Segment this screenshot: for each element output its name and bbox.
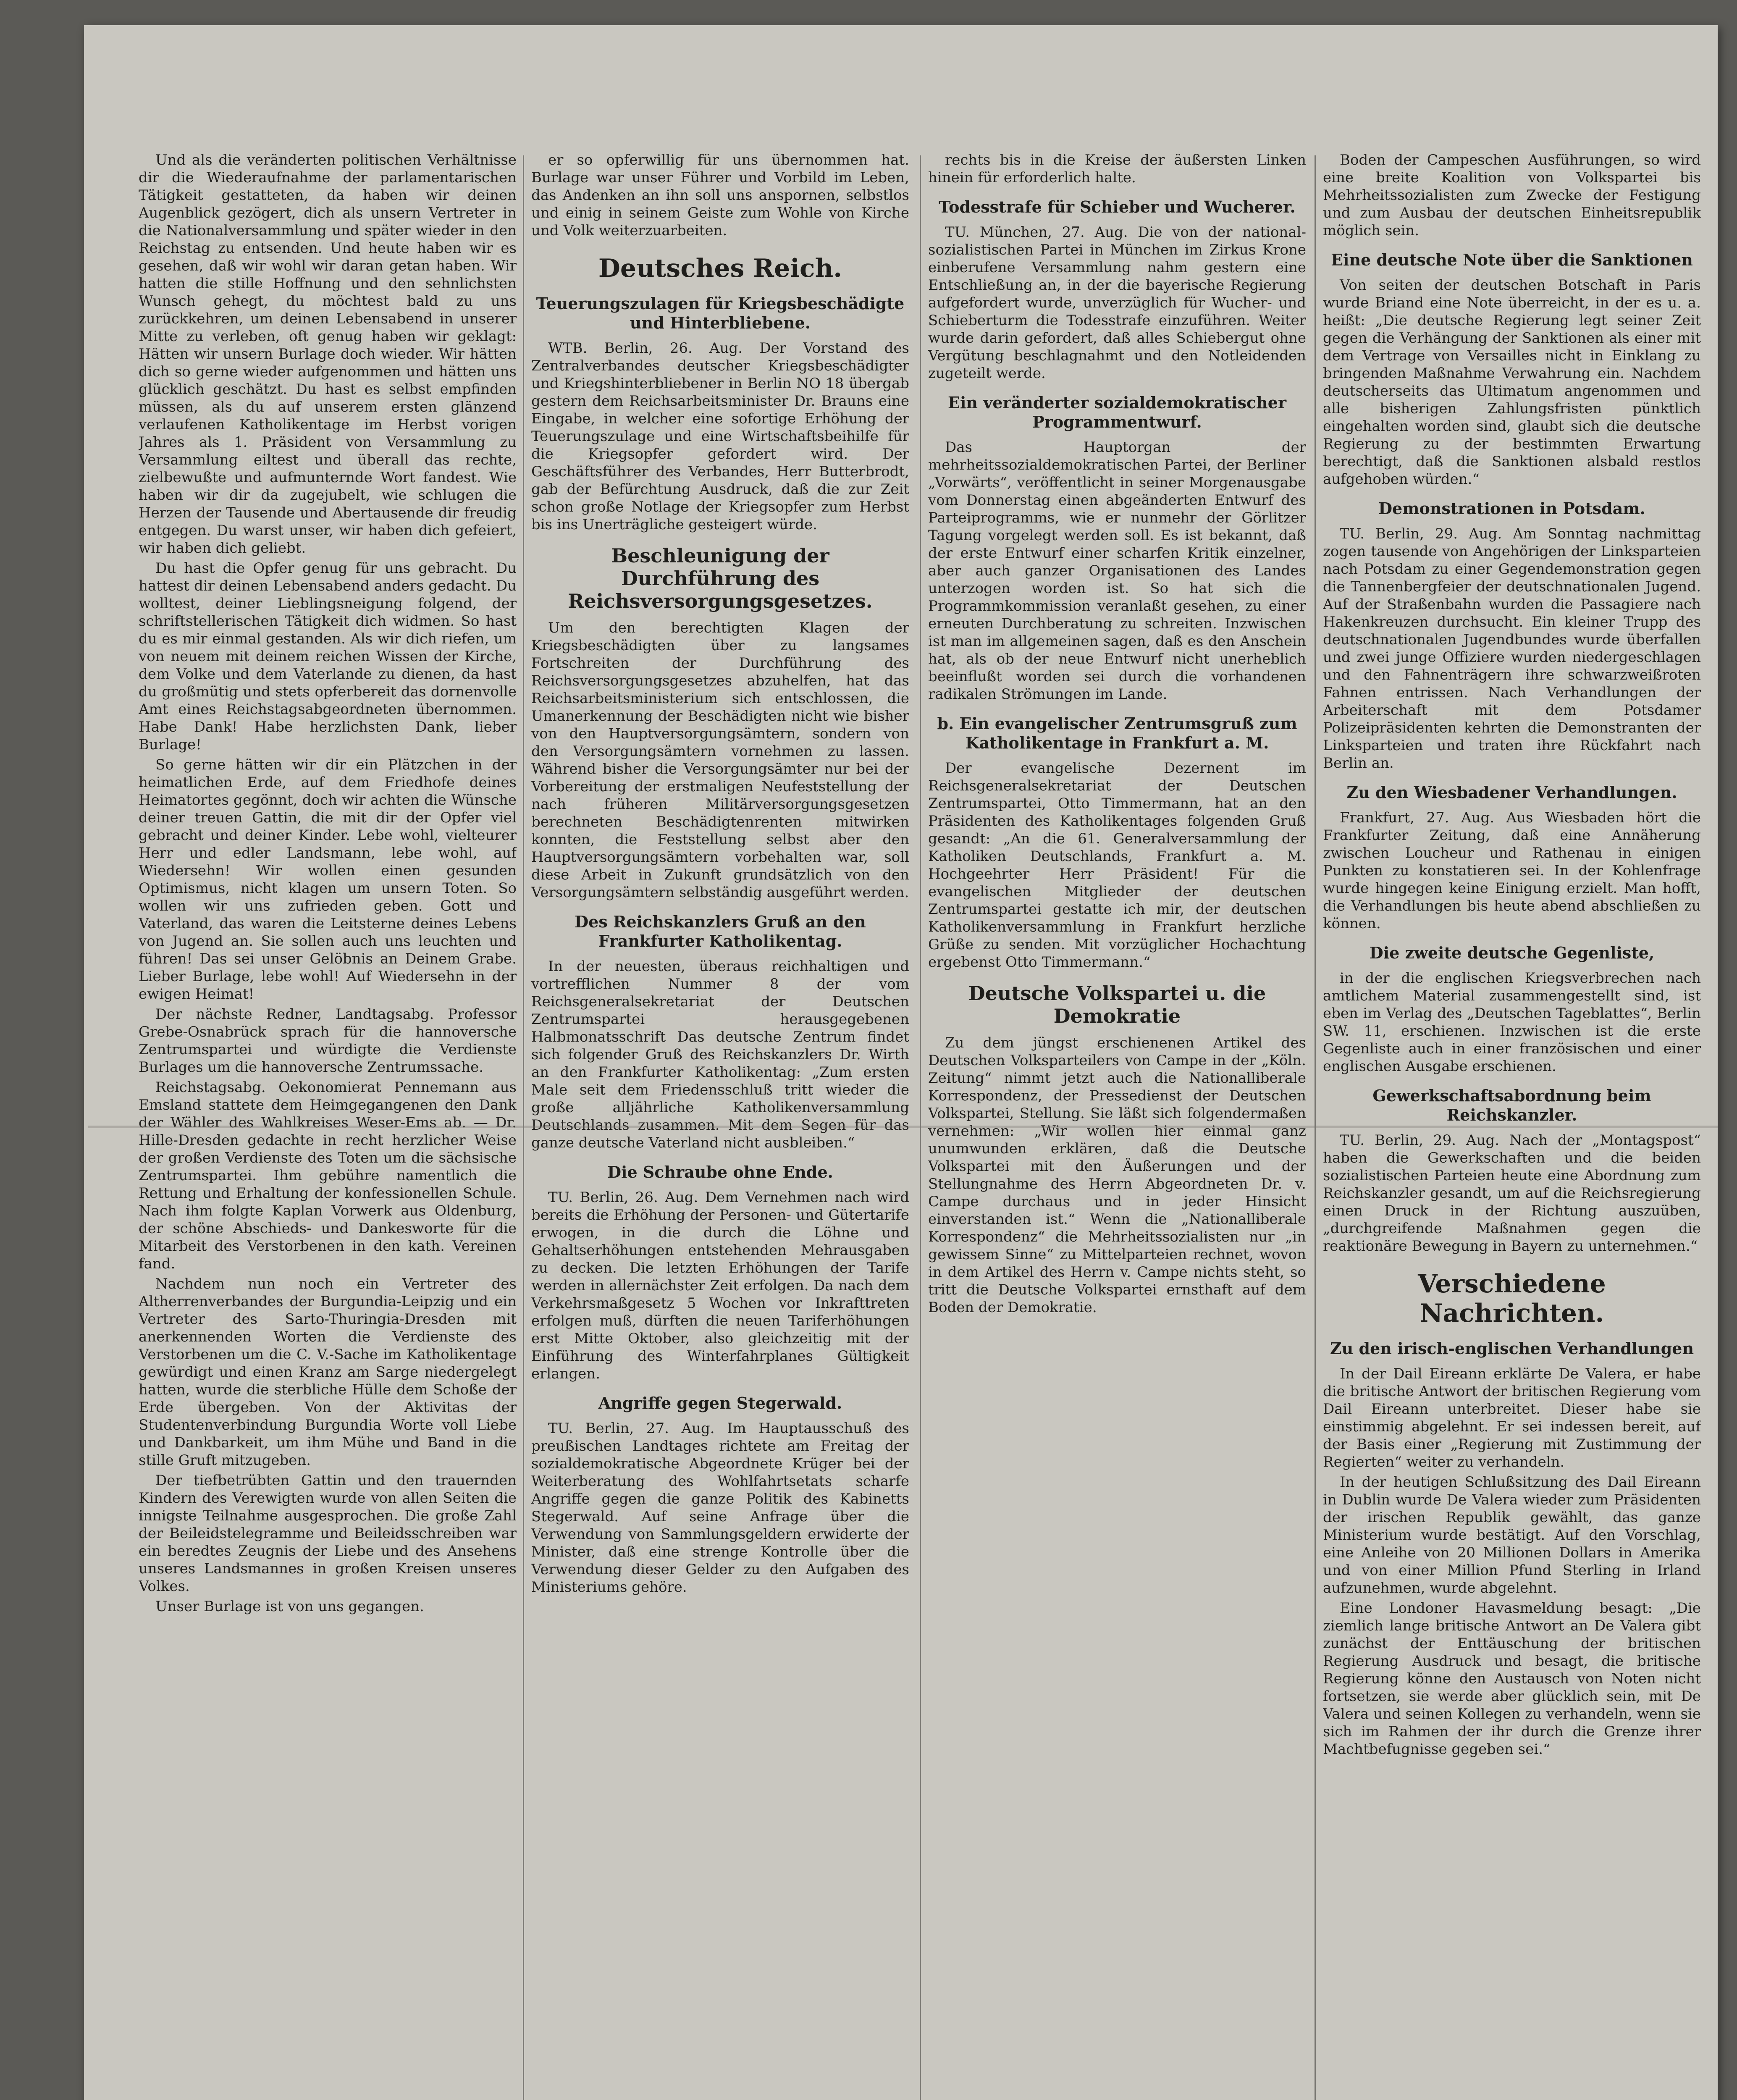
article-paragraph: Der nächste Redner, Landtagsabg. Professor Grebe-Osnabrück sprach für die hannoversche Zentrumspartei und würdigte die Verdienste Burlages um die hannoversche Zentrumssache.: [139, 1006, 517, 1076]
article-headline: Deutsches Reich.: [598, 254, 842, 283]
article-paragraph: Der evangelische Dezernent im Reichsgeneralsekretariat der Deutschen Zentrumspartei, Otto Timmermann, hat an den Präsidenten des Katholikentages folgenden Gruß gesandt: „An die 61. Generalversammlung der Katholiken Deutschlands, Frankfurt a. M. Hochgeehrter Herr Präsident! Für die evangelischen Mitglieder der deutschen Zentrumspartei gestatte ich mir, der deutschen Katholikenversammlung in Frankfurt herzliche Grüße zu senden. Mit vorzüglicher Hochachtung ergebenst Otto Timmermann.“: [928, 760, 1306, 971]
article-headline: Todesstrafe für Schieber und Wucherer.: [939, 197, 1296, 216]
article-paragraph: Und als die veränderten politischen Verhältnisse dir die Wiederaufnahme der parlamentarischen Tätigkeit gestatteten, da haben wir deinen Augenblick gezögert, dich als unsern Vertreter in die Nationalversammlung und später wieder in den Reichstag zu entsenden. Und heute haben wir es gesehen, daß wir wohl wir daran getan haben. Wir hatten die stille Hoffnung und den sehnlichsten Wunsch gehegt, du möchtest bald zu uns zurückkehren, um deinen Lebensabend in unserer Mitte zu verleben, oft genug haben wir geklagt: Hätten wir unsern Burlage doch wieder. Wir hätten dich so gerne wieder aufgenommen und hätten uns glücklich geschätzt. Du hast es selbst empfinden müssen, als du auf unserem ersten glänzend verlaufenen Katholikentage im Herbst vorigen Jahres als 1. Präsident von Versammlung zu Versammlung eiltest und überall das rechte, zielbewußte und aufmunternde Wort fandest. Wie haben wir dir da zugejubelt, wie schlugen die Herzen der Tausende und Abertausende dir freudig entgegen. Du warst unser, wir haben dich gefeiert, wir haben dich geliebt.: [139, 152, 517, 556]
article-paragraph: TU. Berlin, 27. Aug. Im Hauptausschuß des preußischen Landtages richtete am Freitag der sozialdemokratische Abgeordnete Krüger bei der Weiterberatung des Wohlfahrtsetats scharfe Angriffe gegen die ganze Politik des Kabinetts Stegerwald. Auf seine Anfrage über die Verwendung von Sammlungsgeldern erwiderte der Minister, daß eine strenge Kontrolle über die Verwendung dieser Gelder zu den Aufgaben des Ministeriums gehöre.: [531, 1420, 909, 1596]
article-headline: b. Ein evangelischer Zentrumsgruß zum Katholikentage in Frankfurt a. M.: [937, 714, 1297, 752]
article-paragraph: Boden der Campeschen Ausführungen, so wird eine breite Koalition von Volkspartei bis Mehrheitssozialisten zum Zwecke der Festigung und zum Ausbau der deutschen Einheitsrepublik möglich sein.: [1323, 152, 1701, 239]
article-paragraph: TU. Berlin, 29. Aug. Am Sonntag nachmittag zogen tausende von Angehörigen der Linksparteien nach Potsdam zu einer Gegendemonstration gegen die Tannenbergfeier der deutschnationalen Jugend. Auf der Straßenbahn wurden die Passagiere nach Hakenkreuzen durchsucht. Ein kleiner Trupp des deutschnationalen Jugendbundes wurde überfallen und zwei junge Offiziere wurden niedergeschlagen und den Fahnenträgern ihre schwarzweißroten Fahnen entrissen. Nach Verhandlungen der Arbeiterschaft mit dem Potsdamer Polizeipräsidenten kehrten die Demonstranten der Linksparteien und traten ihre Rückfahrt nach Berlin an.: [1323, 525, 1701, 772]
article-headline: Demonstrationen in Potsdam.: [1378, 499, 1645, 518]
article-headline: Zu den irisch-englischen Verhandlungen: [1330, 1339, 1694, 1358]
article-paragraph: Frankfurt, 27. Aug. Aus Wiesbaden hört die Frankfurter Zeitung, daß eine Annäherung zwischen Loucheur und Rathenau in einigen Punkten zu konstatieren sei. In der Kohlenfrage wurde hingegen keine Einigung erzielt. Man hofft, die Verhandlungen bis heute abend abschließen zu können.: [1323, 809, 1701, 932]
article-paragraph: Reichstagsabg. Oekonomierat Pennemann aus Emsland stattete dem Heimgegangenen den Dank der Wähler des Wahlkreises Weser-Ems ab. — Dr. Hille-Dresden gedachte in recht herzlicher Weise der großen Verdienste des Toten um die sächsische Zentrumspartei. Ihm gebühre namentlich die Rettung und Erhaltung der konfessionellen Schule. Nach ihm folgte Kaplan Vorwerk aus Oldenburg, der schöne Abschieds- und Dankesworte für die Mitarbeit des Verstorbenen in den kath. Vereinen fand.: [139, 1079, 517, 1272]
article-headline: Ein veränderter sozialdemokratischer Programmentwurf.: [948, 393, 1286, 431]
article-headline: Angriffe gegen Stegerwald.: [598, 1394, 842, 1412]
page-fold: [88, 1126, 1718, 1128]
article-paragraph: Zu dem jüngst erschienenen Artikel des Deutschen Volksparteilers von Campe in der „Köln. Zeitung“ nimmt jetzt auch die Nationalliberale Korrespondenz, der Pressedienst der Deutschen Volkspartei, Stellung. Sie läßt sich folgendermaßen vernehmen: „Wir wollen hier einmal ganz unumwunden erklären, daß die Deutsche Volkspartei mit den Äußerungen und der Stellungnahme des Herrn Abgeordneten Dr. v. Campe durchaus und in jeder Hinsicht einverstanden ist.“ Wenn die „Nationalliberale Korrespondenz“ die Mehrheitssozialisten nur „in gewissem Sinne“ zu Mittelparteien rechnet, wovon in dem Artikel des Herrn v. Campe nichts steht, so tritt die Deutsche Volkspartei ernsthaft auf dem Boden der Demokratie.: [928, 1034, 1306, 1316]
article-headline: Zu den Wiesbadener Verhandlungen.: [1346, 783, 1677, 802]
article-headline: Gewerkschaftsabordnung beim Reichskanzler.: [1372, 1086, 1651, 1124]
article-headline: Verschiedene Nachrichten.: [1418, 1269, 1606, 1328]
article-headline: Beschleunigung der Durchführung des Reichsversorgungsgesetzes.: [568, 544, 873, 612]
article-headline: Die Schraube ohne Ende.: [607, 1163, 833, 1181]
article-headline: Deutsche Volkspartei u. die Demokratie: [968, 982, 1266, 1027]
article-paragraph: rechts bis in die Kreise der äußersten Linken hinein für erforderlich halte.: [928, 152, 1306, 186]
article-headline: Des Reichskanzlers Gruß an den Frankfurter Katholikentag.: [575, 912, 866, 950]
article-paragraph: Von seiten der deutschen Botschaft in Paris wurde Briand eine Note überreicht, in der es u. a. heißt: „Die deutsche Regierung legt seiner Zeit gegen die Verhängung der Sanktionen als einer mit dem Vertrage von Versailles nicht in Einklang zu bringenden Maßnahme Verwahrung ein. Nachdem deutscherseits das Ultimatum angenommen und alle bisherigen Zahlungsfristen pünktlich eingehalten worden sind, glaubt sich die deutsche Regierung zu der bestimmten Erwartung berechtigt, daß die Sanktionen alsbald restlos aufgehoben würden.“: [1323, 277, 1701, 488]
article-paragraph: in der die englischen Kriegsverbrechen nach amtlichem Material zusammengestellt sind, ist eben im Verlag des „Deutschen Tageblattes“, Berlin SW. 11, erschienen. Inzwischen ist die erste Gegenliste auch in einer französischen und einer englischen Ausgabe erschienen.: [1323, 970, 1701, 1075]
article-paragraph: Das Hauptorgan der mehrheitssozialdemokratischen Partei, der Berliner „Vorwärts“, veröffentlicht in seiner Morgenausgabe vom Donnerstag einen abgeänderten Entwurf des Parteiprogramms, wie er nunmehr der Görlitzer Tagung vorgelegt werden soll. Es ist bekannt, daß der erste Entwurf einer scharfen Kritik einzelner, aber auch ganzer Organisationen des Landes unterzogen worden ist. So hat sich die Programmkommission veranlaßt gesehen, zu einer erneuten Durchberatung zu schreiten. Inzwischen ist man im allgemeinen sagen, daß es den Anschein hat, als ob der neue Entwurf nicht unerheblich beeinflußt worden sei durch die vorhandenen radikalen Strömungen im Lande.: [928, 439, 1306, 703]
article-paragraph: Nachdem nun noch ein Vertreter des Altherrenverbandes der Burgundia-Leipzig und ein Vertreter des Sarto-Thuringia-Dresden mit anerkennenden Worten die Verdienste des Verstorbenen um die C. V.-Sache im Katholikentage gewürdigt und einen Kranz am Sarge niedergelegt hatten, wurde die sterbliche Hülle dem Schoße der Erde übergeben. Von der Aktivitas der Studentenverbindung Burgundia Worte voll Liebe und Dankbarkeit, um ihm Mühe und Band in die stille Gruft mitzugeben.: [139, 1276, 517, 1469]
newspaper-page: [84, 25, 1718, 2100]
article-paragraph: TU. Berlin, 29. Aug. Nach der „Montagspost“ haben die Gewerkschaften und die beiden sozialistischen Parteien heute eine Abordnung zum Reichskanzler gesandt, um auf die Reichsregierung einen Druck in der Richtung auszuüben, „durchgreifende Maßnahmen gegen die reaktionäre Bewegung in Bayern zu unternehmen.“: [1323, 1132, 1701, 1255]
article-paragraph: Du hast die Opfer genug für uns gebracht. Du hattest dir deinen Lebensabend anders gedacht. Du wolltest, deiner Lieblingsneigung folgend, der schriftstellerischen Tätigkeit dich widmen. So hast du es mir einmal gestanden. Als wir dich riefen, um von neuem mit deinem reichen Wissen der Kirche, dem Volke und dem Vaterlande zu dienen, da hast du großmütig und stets opferbereit das dornenvolle Amt eines Reichstagsabgeordneten übernommen. Habe Dank! Habe herzlichsten Dank, lieber Burlage!: [139, 560, 517, 753]
article-paragraph: Eine Londoner Havasmeldung besagt: „Die ziemlich lange britische Antwort an De Valera gibt zunächst der Enttäuschung der britischen Regierung Ausdruck und besagt, die britische Regierung könne den Austausch von Noten nicht fortsetzen, sie werde aber glücklich sein, mit De Valera und seinen Kollegen zu verhandeln, wenn sie sich im Rahmen der ihr durch die Grenze ihrer Machtbefugnisse gegeben sei.“: [1323, 1600, 1701, 1758]
article-headline: Die zweite deutsche Gegenliste,: [1369, 943, 1655, 962]
article-paragraph: Der tiefbetrübten Gattin und den trauernden Kindern des Verewigten wurde von allen Seiten die innigste Teilnahme ausgesprochen. Die große Zahl der Beileidstelegramme und Beileidsschreiben war ein beredtes Zeugnis der Liebe und des Ansehens unseres Landsmannes in großen Kreisen unseres Volkes.: [139, 1472, 517, 1595]
article-paragraph: In der neuesten, überaus reichhaltigen und vortrefflichen Nummer 8 der vom Reichsgeneralsekretariat der Deutschen Zentrumspartei herausgegebenen Halbmonatsschrift Das deutsche Zentrum findet sich folgender Gruß des Reichskanzlers Dr. Wirth an den Frankfurter Katholikentag: „Zum ersten Male seit dem Friedensschluß tritt wieder die große alljährliche Katholikenversammlung Deutschlands zusammen. Mit dem Segen für das ganze deutsche Vaterland nicht ausbleiben.“: [531, 958, 909, 1151]
article-paragraph: In der heutigen Schlußsitzung des Dail Eireann in Dublin wurde De Valera wieder zum Präsidenten der irischen Republik gewählt, das ganze Ministerium wurde bestätigt. Auf den Vorschlag, eine Anleihe von 20 Millionen Dollars in Amerika und von einer Million Pfund Sterling in Irland aufzunehmen, wurde abgelehnt.: [1323, 1474, 1701, 1596]
article-paragraph: Um den berechtigten Klagen der Kriegsbeschädigten über zu langsames Fortschreiten der Durchführung des Reichsversorgungsgesetzes abzuhelfen, hat das Reichsarbeitsministerium sich entschlossen, die Umanerkennung der Beschädigten nicht wie bisher von den Hauptversorgungsämtern, sondern von den Versorgungsämtern vornehmen zu lassen. Während bisher die Versorgungsämter nur bei der Vorbereitung der erstmaligen Neufeststellung der nach früheren Militärversorgungsgesetzen berechneten Beschädigtenrenten mitwirken konnten, die Feststellung selbst aber den Hauptversorgungsämtern vorbehalten war, soll diese Arbeit in Zukunft grundsätzlich von den Versorgungsämtern selbständig ausgeführt werden.: [531, 620, 909, 901]
article-paragraph: TU. München, 27. Aug. Die von der national-sozialistischen Partei in München im Zirkus Krone einberufene Versammlung nahm gestern eine Entschließung an, in der die bayerische Regierung aufgefordert wurde, unverzüglich für Wucher- und Schieberturm die Todesstrafe einzuführen. Weiter wurde darin gefordert, daß alles Schiebergut ohne Vergütung beschlagnahmt und den Notleidenden zugeteilt werde.: [928, 224, 1306, 382]
article-headline: Eine deutsche Note über die Sanktionen: [1331, 250, 1693, 269]
article-paragraph: er so opferwillig für uns übernommen hat. Burlage war unser Führer und Vorbild im Leben, das Andenken an ihn soll uns anspornen, selbstlos und einig in seinem Geiste zum Wohle von Kirche und Volk weiterzuarbeiten.: [531, 152, 909, 239]
article-paragraph: Unser Burlage ist von uns gegangen.: [155, 1598, 424, 1615]
article-paragraph: TU. Berlin, 26. Aug. Dem Vernehmen nach wird bereits die Erhöhung der Personen- und Gütertarife erwogen, in die durch die Löhne und Gehaltserhöhungen entstehenden Mehrausgaben zu decken. Die letzten Erhöhungen der Tarife werden in allernächster Zeit erfolgen. Da nach dem Verkehrsmaßgesetz 5 Wochen vor Inkrafttreten erfolgen muß, dürften die neuen Tariferhöhungen erst Mitte Oktober, also gleichzeitig mit der Einführung des Winterfahrplanes Gültigkeit erlangen.: [531, 1189, 909, 1382]
article-headline: Teuerungszulagen für Kriegsbeschädigte und Hinterbliebene.: [536, 294, 905, 332]
article-paragraph: WTB. Berlin, 26. Aug. Der Vorstand des Zentralverbandes deutscher Kriegsbeschädigter und Kriegshinterbliebener in Berlin NO 18 übergab gestern dem Reichsarbeitsminister Dr. Brauns eine Eingabe, in welcher eine sofortige Erhöhung der Teuerungszulage und eine Wirtschaftsbeihilfe für die Kriegsopfer gefordert wird. Der Geschäftsführer des Verbandes, Herr Butterbrodt, gab der Befürchtung Ausdruck, daß die zur Zeit schon große Notlage der Kriegsopfer zum Herbst bis ins Unerträgliche gesteigert würde.: [531, 340, 909, 533]
article-paragraph: In der Dail Eireann erklärte De Valera, er habe die britische Antwort der britischen Regierung vom Dail Eireann unterbreitet. Dieser habe sie einstimmig abgelehnt. Er sei indessen bereit, auf der Basis einer „Regierung mit Zustimmung der Regierten“ weiter zu verhandeln.: [1323, 1365, 1701, 1470]
article-paragraph: So gerne hätten wir dir ein Plätzchen in der heimatlichen Erde, auf dem Friedhofe deines Heimatortes gegönnt, doch wir achten die Wünsche deiner treuen Gattin, die mit dir der Opfer viel gebracht und deiner Kinder. Lebe wohl, vielteurer Herr und edler Landsmann, lebe wohl, auf Wiedersehn! Wir wollen einen gesunden Optimismus, nicht klagen um unsern Toten. So wollen wir uns zufrieden geben. Gott und Vaterland, das waren die Leitsterne deines Lebens von Jugend an. Sie sollen auch uns leuchten und führen! Das sei unser Gelöbnis an Deinem Grabe. Lieber Burlage, lebe wohl! Auf Wiedersehn in der ewigen Heimat!: [139, 756, 517, 1003]
